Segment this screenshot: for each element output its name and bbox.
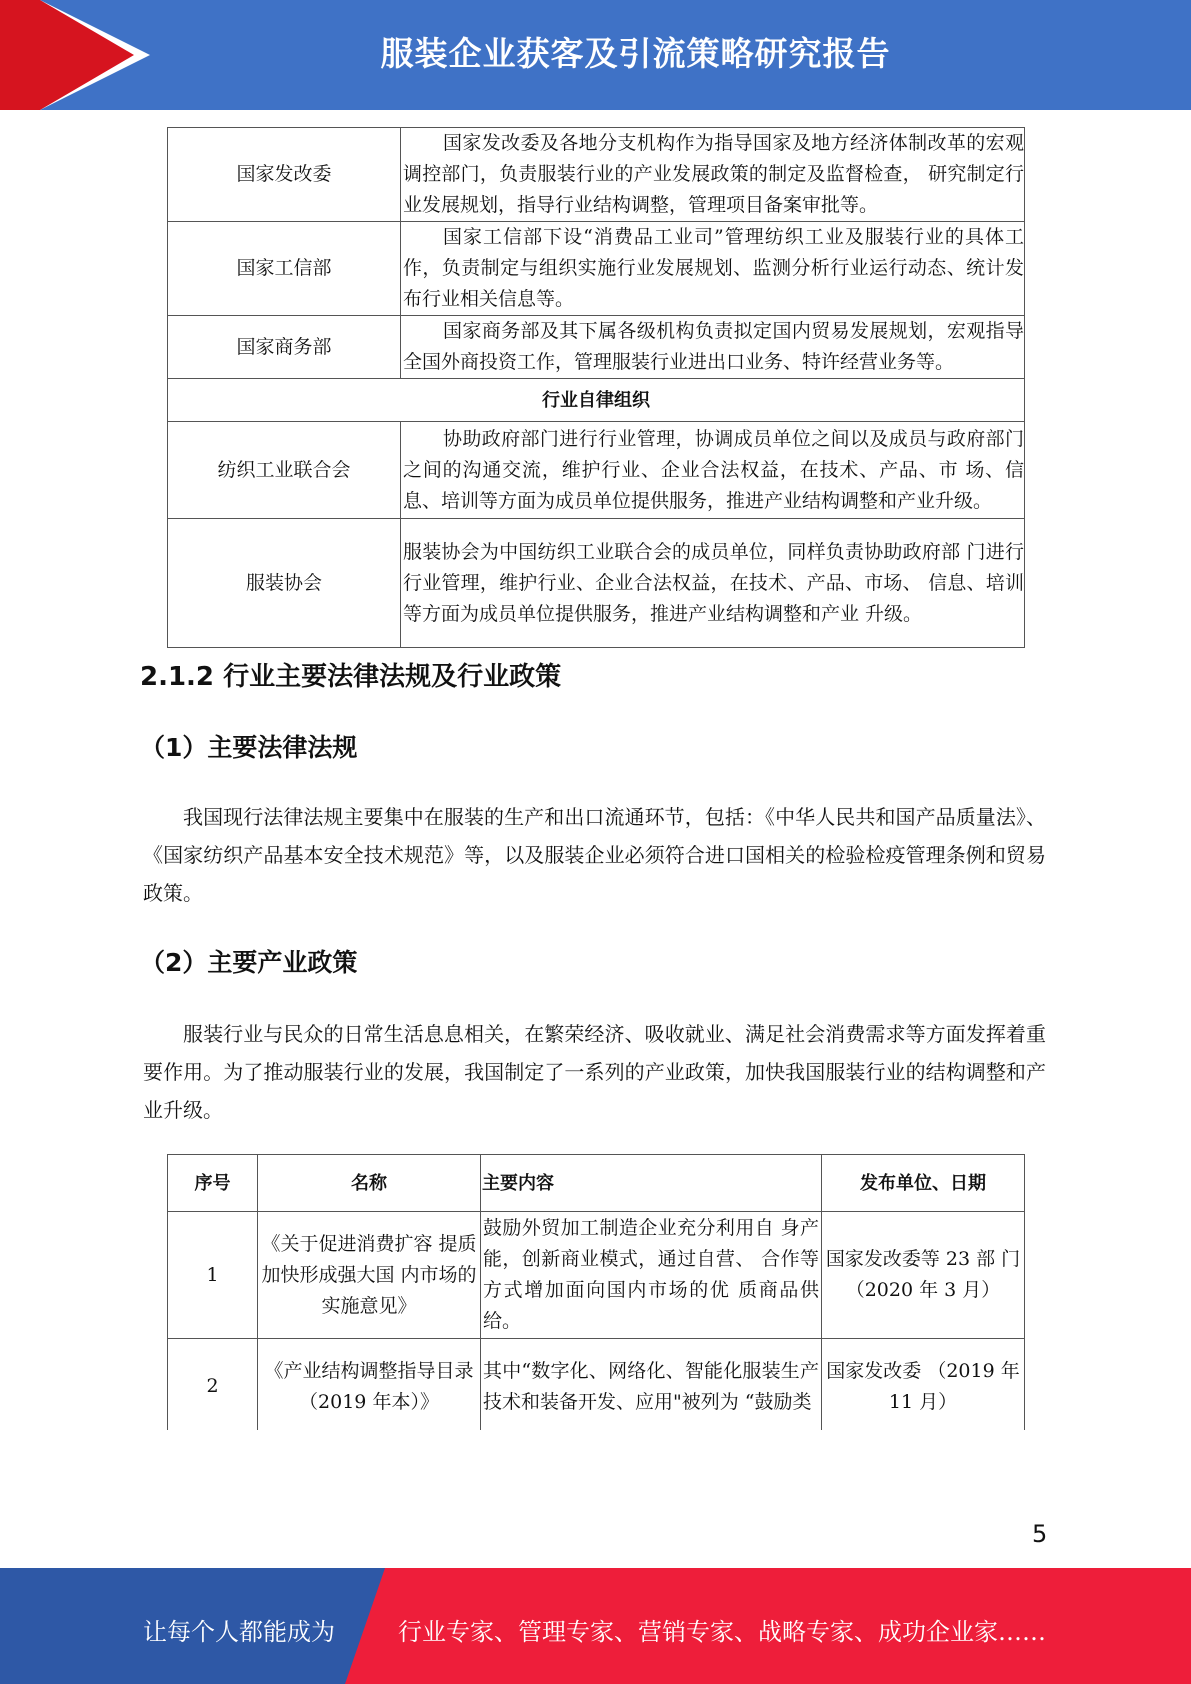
table-row — [168, 316, 1025, 379]
policy-name: 《关于促进消费扩容 提质加快形成强大国 内市场的实施意见》 — [258, 1212, 481, 1339]
page-footer — [0, 1568, 1191, 1684]
regulators-table — [167, 127, 1025, 648]
policy-publisher: 国家发改委等 23 部 门（2020 年 3 月） — [822, 1212, 1025, 1339]
footer-blue-slant — [345, 1568, 385, 1684]
column-header: 发布单位、日期 — [822, 1155, 1025, 1212]
policy-content: 鼓励外贸加工制造企业充分利用自 身产能，创新商业模式，通过自营、 合作等方式增加面向国内市场的优 质商品供给。 — [481, 1212, 822, 1339]
table-row — [168, 422, 1025, 519]
table-row — [168, 1212, 1025, 1339]
regulator-desc: 国家工信部下设“消费品工业司”管理纺织工业及服装行业的具体工作，负责制定与组织实施行业发展规划、监测分析行业运行动态、统计发布行业相关信息等。 — [401, 222, 1025, 316]
header-title: 服装企业获客及引流策略研究报告 — [380, 34, 891, 73]
policy-no: 1 — [168, 1212, 258, 1339]
footer-slogan-left: 让每个人都能成为 — [143, 1618, 335, 1646]
page-number: 5 — [1032, 1520, 1048, 1548]
org-desc: 服装协会为中国纺织工业联合会的成员单位，同样负责协助政府部 门进行行业管理，维护行业、企业合法权益，在技术、产品、市场、 信息、培训等方面为成员单位提供服务，推进产业结构调整和产业 升级。 — [401, 519, 1025, 648]
policy-table — [167, 1154, 1025, 1435]
page-header — [0, 0, 1191, 110]
table-row — [168, 128, 1025, 222]
org-desc: 协助政府部门进行行业管理，协调成员单位之间以及成员与政府部门之间的沟通交流，维护行业、企业合法权益，在技术、产品、市 场、信息、培训等方面为成员单位提供服务，推进产业结构调整和产业升级。 — [401, 422, 1025, 519]
section-heading: 2.1.2 行业主要法律法规及行业政策 — [140, 662, 562, 692]
policy-content: 其中“数字化、网络化、智能化服装生产技术和装备开发、应用"被列为 “鼓励类 — [481, 1339, 822, 1435]
policy-name: 《产业结构调整指导目录（2019 年本）》 — [258, 1339, 481, 1435]
org-name: 服装协会 — [168, 519, 401, 648]
regulator-name: 国家工信部 — [168, 222, 401, 316]
table-row — [168, 1339, 1025, 1435]
policy-publisher: 国家发改委 （2019 年 11 月） — [822, 1339, 1025, 1435]
regulator-desc: 国家商务部及其下属各级机构负责拟定国内贸易发展规划，宏观指导全国外商投资工作，管理服装行业进出口业务、特许经营业务等。 — [401, 316, 1025, 379]
policy-no: 2 — [168, 1339, 258, 1435]
section-label: 行业自律组织 — [168, 379, 1025, 422]
section-row — [168, 379, 1025, 422]
subsection-heading-laws: （1）主要法律法规 — [140, 733, 358, 762]
column-header: 主要内容 — [481, 1155, 822, 1212]
subsection-heading-policies: （2）主要产业政策 — [140, 948, 358, 977]
table-header-row — [168, 1155, 1025, 1212]
table-row — [168, 222, 1025, 316]
regulator-name: 国家发改委 — [168, 128, 401, 222]
policies-paragraph: 服装行业与民众的日常生活息息相关，在繁荣经济、吸收就业、满足社会消费需求等方面发挥着重要作用。为了推动服装行业的发展，我国制定了一系列的产业政策，加快我国服装行业的结构调整和产业升级。 — [143, 1022, 1046, 1122]
table-page-break — [0, 1430, 1191, 1470]
footer-slogan-right: 行业专家、管理专家、营销专家、战略专家、成功企业家…… — [398, 1618, 1046, 1646]
regulator-desc: 国家发改委及各地分支机构作为指导国家及地方经济体制改革的宏观调控部门，负责服装行业的产业发展政策的制定及监督检查， 研究制定行业发展规划，指导行业结构调整，管理项目备案审批等。 — [401, 128, 1025, 222]
regulator-name: 国家商务部 — [168, 316, 401, 379]
table-row — [168, 519, 1025, 648]
column-header: 名称 — [258, 1155, 481, 1212]
laws-paragraph: 我国现行法律法规主要集中在服装的生产和出口流通环节，包括：《中华人民共和国产品质量法》、《国家纺织产品基本安全技术规范》等，以及服装企业必须符合进口国相关的检验检疫管理条例和贸易政策。 — [143, 805, 1046, 905]
column-header: 序号 — [168, 1155, 258, 1212]
org-name: 纺织工业联合会 — [168, 422, 401, 519]
